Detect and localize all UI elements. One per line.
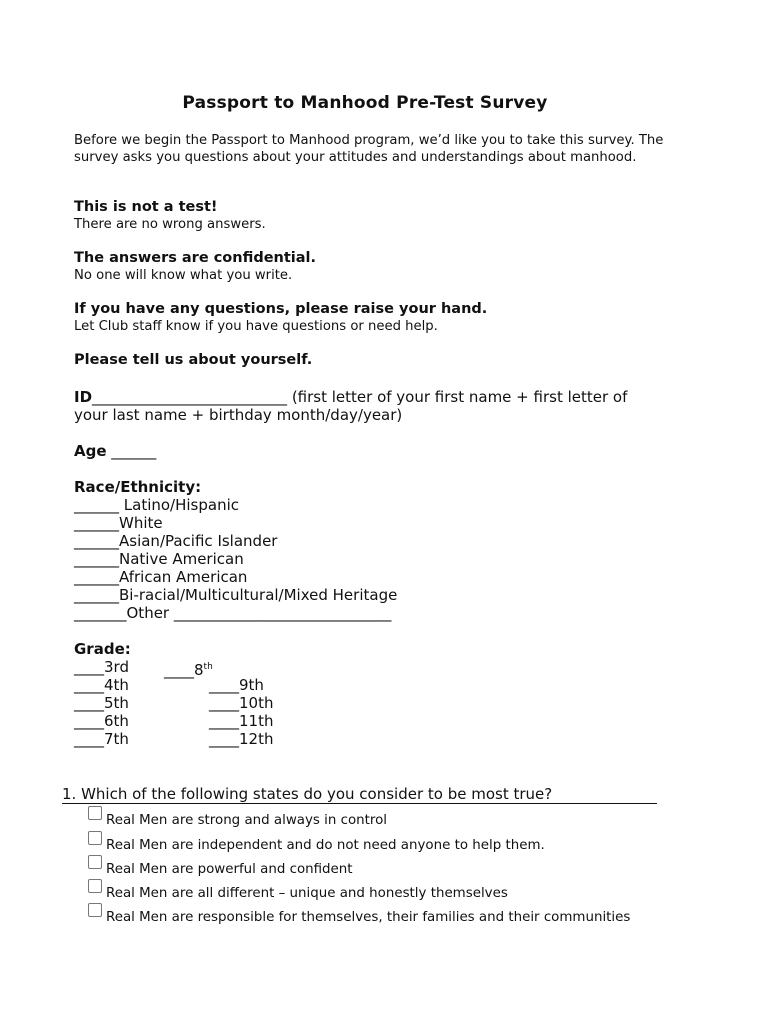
id-blank[interactable]: __________________________ <box>92 388 288 406</box>
race-option[interactable]: ______Native American <box>74 550 244 568</box>
answer-option[interactable] <box>88 836 545 853</box>
grade-heading: Grade: <box>74 640 131 658</box>
id-label: ID <box>74 388 93 406</box>
grade-option[interactable]: ____3rd <box>74 658 129 676</box>
page-title: Passport to Manhood Pre-Test Survey <box>182 93 548 113</box>
note-text: Let Club staff know if you have questions or need help. <box>74 319 438 334</box>
answer-label: Real Men are powerful and confident <box>106 862 353 877</box>
answer-option[interactable] <box>88 908 630 925</box>
about-heading: Please tell us about yourself. <box>74 352 313 368</box>
checkbox[interactable] <box>88 903 102 917</box>
checkbox[interactable] <box>88 855 102 869</box>
checkbox[interactable] <box>88 831 102 845</box>
grade-option-8th[interactable] <box>164 658 213 679</box>
checkbox[interactable] <box>88 879 102 893</box>
note-text: There are no wrong answers. <box>74 217 266 232</box>
note-heading: If you have any questions, please raise your hand. <box>74 301 488 317</box>
answer-option[interactable] <box>88 884 508 901</box>
grade-option[interactable]: ____12th <box>209 730 274 748</box>
checkbox[interactable] <box>88 806 102 820</box>
grade-option[interactable]: ____10th <box>209 694 274 712</box>
answer-label: Real Men are responsible for themselves, their families and their communities <box>106 910 631 925</box>
note-text: No one will know what you write. <box>74 268 293 283</box>
answer-label: Real Men are strong and always in control <box>106 813 388 828</box>
age-blank[interactable]: ______ <box>106 442 157 460</box>
id-hint-line2: your last name + birthday month/day/year) <box>74 406 403 424</box>
age-field[interactable] <box>74 442 156 460</box>
grade-8-sup: th <box>203 662 213 672</box>
answer-option[interactable] <box>88 811 387 828</box>
question-text: Which of the following states do you consider to be most true? <box>76 785 553 803</box>
race-heading: Race/Ethnicity: <box>74 478 202 496</box>
question-1 <box>62 785 657 804</box>
question-number: 1. <box>62 785 77 803</box>
grade-option[interactable]: ____11th <box>209 712 274 730</box>
race-option[interactable]: ______Asian/Pacific Islander <box>74 532 278 550</box>
answer-option[interactable] <box>88 860 353 877</box>
grade-option[interactable]: ____9th <box>209 676 264 694</box>
grade-8-text: ____8 <box>164 661 204 679</box>
grade-option[interactable]: ____7th <box>74 730 129 748</box>
age-label: Age <box>74 442 107 460</box>
race-option[interactable]: _______Other _____________________________ <box>74 604 392 622</box>
race-option[interactable]: ______ Latino/Hispanic <box>74 496 239 514</box>
answer-label: Real Men are all different – unique and honestly themselves <box>106 886 508 901</box>
grade-option[interactable]: ____5th <box>74 694 129 712</box>
note-heading: This is not a test! <box>74 199 218 215</box>
grade-option[interactable]: ____4th <box>74 676 129 694</box>
answer-label: Real Men are independent and do not need anyone to help them. <box>106 838 545 853</box>
race-option[interactable]: ______African American <box>74 568 248 586</box>
grade-option[interactable]: ____6th <box>74 712 129 730</box>
note-heading: The answers are confidential. <box>74 250 317 266</box>
intro-paragraph: Before we begin the Passport to Manhood program, we’d like you to take this survey. The survey asks you questions about your attitudes and understandings about manhood. <box>74 133 664 165</box>
id-hint: (first letter of your first name + first letter of <box>287 388 628 406</box>
id-field[interactable] <box>74 388 627 406</box>
race-option[interactable]: ______Bi-racial/Multicultural/Mixed Heritage <box>74 586 398 604</box>
race-option[interactable]: ______White <box>74 514 163 532</box>
